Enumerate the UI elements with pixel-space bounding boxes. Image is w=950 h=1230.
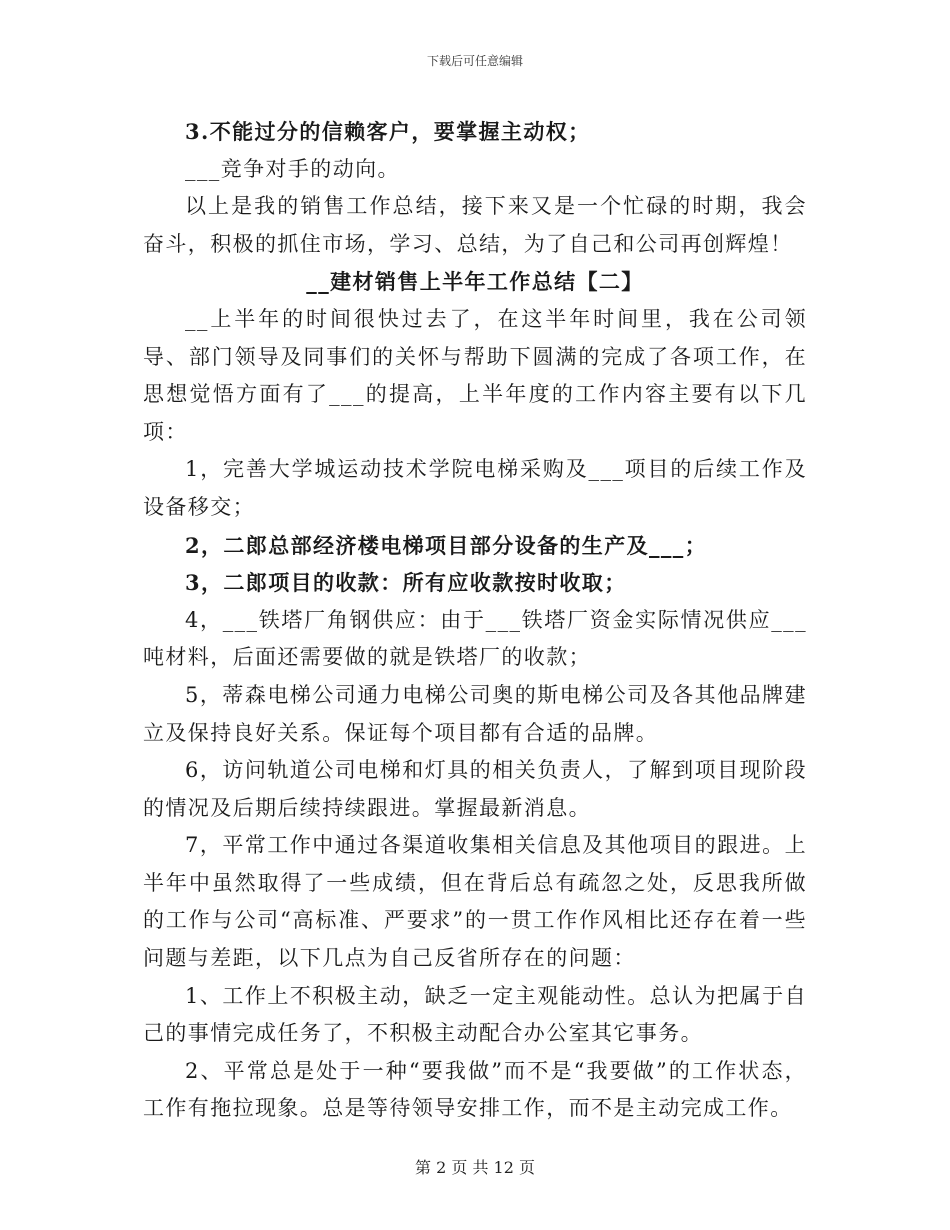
paragraph: 5，蒂森电梯公司通力电梯公司奥的斯电梯公司及各其他品牌建立及保持良好关系。保证每个项目都有合适的品牌。	[143, 682, 807, 745]
page-header: 下载后可任意编辑	[426, 54, 523, 68]
paragraph: 7，平常工作中通过各渠道收集相关信息及其他项目的跟进。上半年中虽然取得了一些成绩，但在背后总有疏忽之处，反思我所做的工作与公司“高标准、严要求”的一贯工作作风相比还存在着一些问题与差距，以下几点为自己反省所存在的问题：	[143, 833, 807, 971]
paragraph: 1，完善大学城运动技术学院电梯采购及___项目的后续工作及设备移交；	[143, 457, 807, 519]
paragraph: 1、工作上不积极主动，缺乏一定主观能动性。总认为把属于自己的事情完成任务了，不积极主动配合办公室其它事务。	[143, 983, 807, 1046]
section-title: __建材销售上半年工作总结【二】	[306, 269, 644, 295]
paragraph: 2，二郎总部经济楼电梯项目部分设备的生产及___；	[185, 532, 708, 558]
paragraph: 3.不能过分的信赖客户，要掌握主动权；	[185, 119, 591, 144]
page-footer: 第 2 页 共 12 页	[415, 1158, 535, 1177]
paragraph: 3，二郎项目的收款：所有应收款按时收取；	[185, 570, 627, 596]
paragraph: ___竞争对手的动向。	[185, 156, 400, 181]
paragraph: 4，___铁塔厂角钢供应：由于___铁塔厂资金实际情况供应___吨材料，后面还需要做的就是铁塔厂的收款；	[143, 607, 807, 670]
paragraph: 以上是我的销售工作总结，接下来又是一个忙碌的时期，我会奋斗，积极的抓住市场，学习、总结，为了自己和公司再创辉煌！	[143, 194, 807, 256]
paragraph: 2、平常总是处于一种“要我做”而不是“我要做”的工作状态，工作有拖拉现象。总是等待领导安排工作，而不是主动完成工作。	[143, 1058, 807, 1121]
document-body	[143, 113, 807, 1128]
paragraph: 6，访问轨道公司电梯和灯具的相关负责人，了解到项目现阶段的情况及后期后续持续跟进。掌握最新消息。	[143, 758, 807, 820]
paragraph: __上半年的时间很快过去了，在这半年时间里，我在公司领导、部门领导及同事们的关怀与帮助下圆满的完成了各项工作，在思想觉悟方面有了___的提高，上半年度的工作内容主要有以下几项：	[143, 306, 807, 444]
